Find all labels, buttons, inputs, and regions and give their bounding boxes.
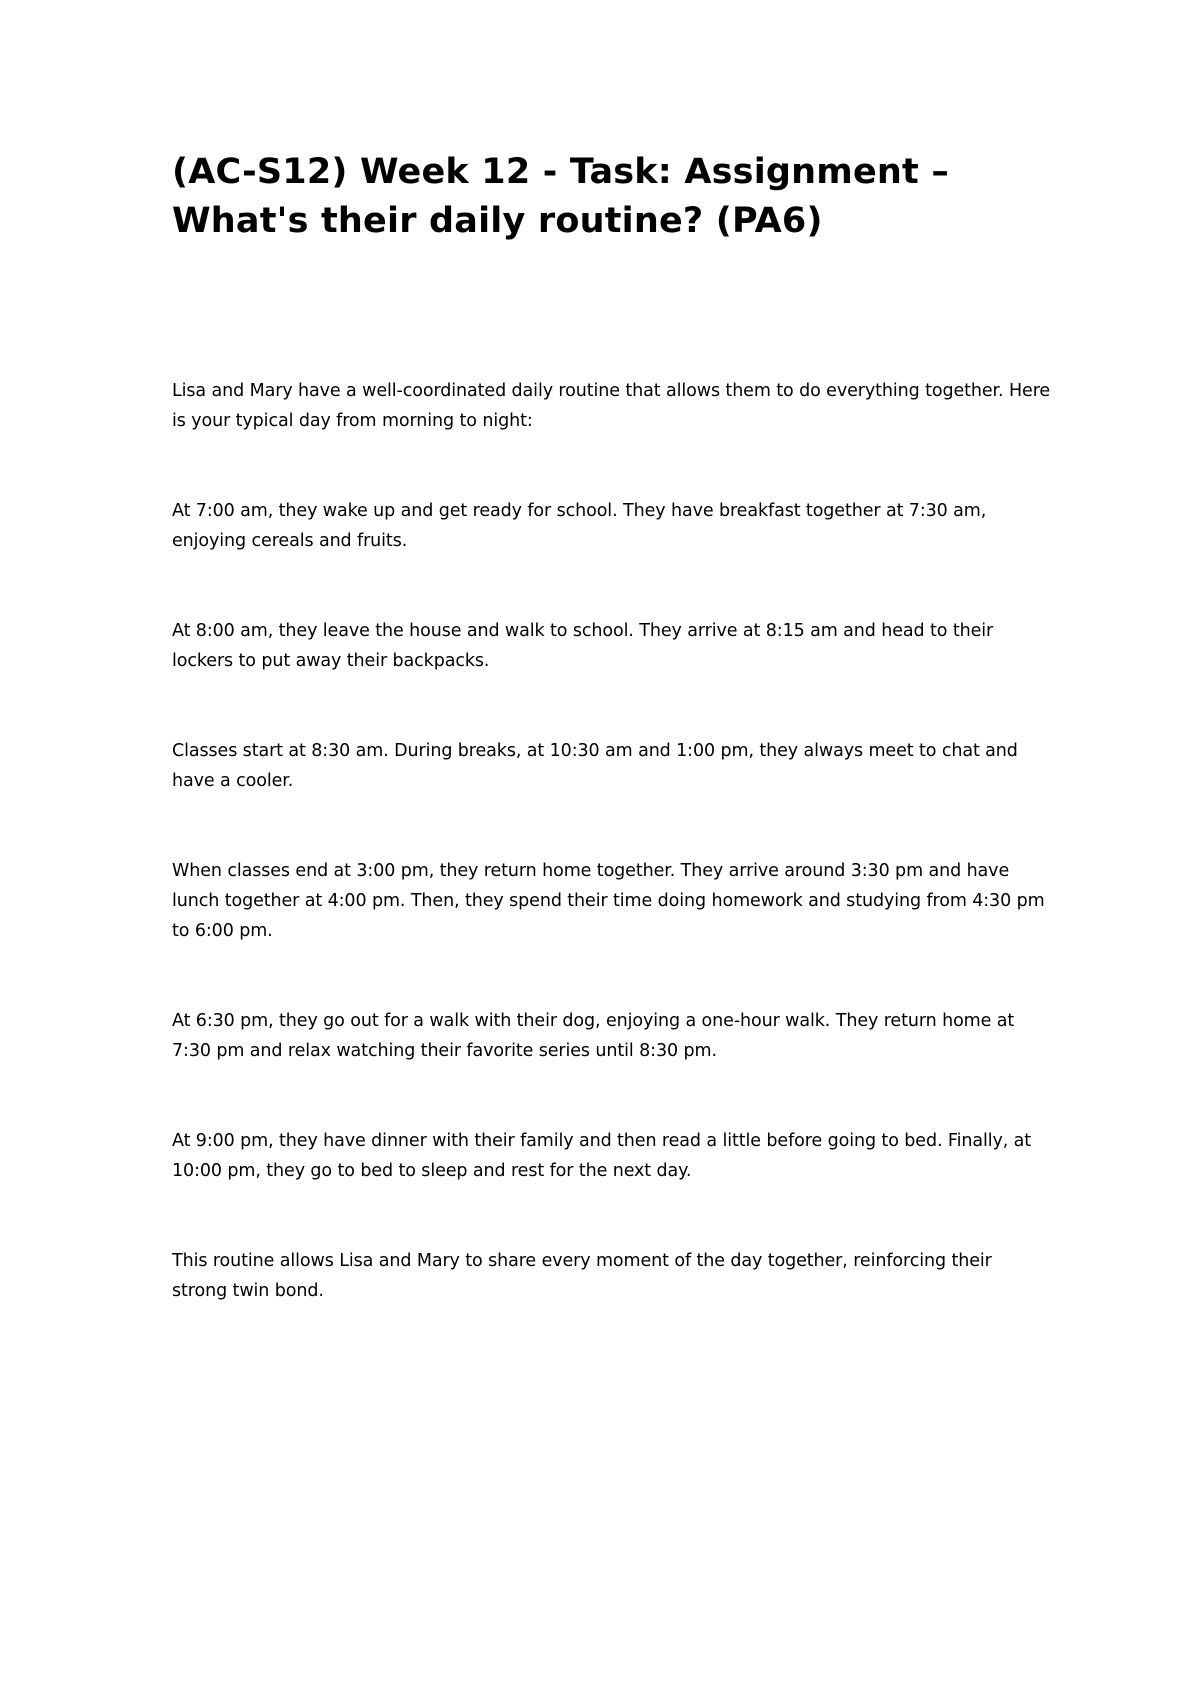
paragraph-classes: Classes start at 8:30 am. During breaks, at 10:30 am and 1:00 pm, they always meet to chat and have a cooler. bbox=[172, 741, 1018, 791]
paragraph-conclusion: This routine allows Lisa and Mary to share every moment of the day together, reinforcing their strong twin bond. bbox=[172, 1251, 992, 1301]
paragraph-morning: At 7:00 am, they wake up and get ready for school. They have breakfast together at 7:30 am, enjoying cereals and fruits. bbox=[172, 501, 987, 551]
paragraph-night: At 9:00 pm, they have dinner with their family and then read a little before going to bed. Finally, at 10:00 pm, they go to bed to sleep and rest for the next day. bbox=[172, 1131, 1032, 1181]
paragraph-intro: Lisa and Mary have a well-coordinated daily routine that allows them to do everything together. Here is your typical day from morning to night: bbox=[172, 381, 1051, 431]
paragraph-evening: At 6:30 pm, they go out for a walk with their dog, enjoying a one-hour walk. They return home at 7:30 pm and relax watching their favorite series until 8:30 pm. bbox=[172, 1011, 1015, 1061]
paragraph-commute: At 8:00 am, they leave the house and walk to school. They arrive at 8:15 am and head to their lockers to put away their backpacks. bbox=[172, 621, 994, 671]
paragraph-afternoon: When classes end at 3:00 pm, they return home together. They arrive around 3:30 pm and have lunch together at 4:00 pm. Then, they spend their time doing homework and studying from 4:30 pm to 6:00 pm. bbox=[172, 861, 1045, 941]
document-body bbox=[172, 376, 1052, 1366]
document-title: (AC-S12) Week 12 - Task: Assignment – What's their daily routine? (PA6) bbox=[172, 152, 950, 241]
